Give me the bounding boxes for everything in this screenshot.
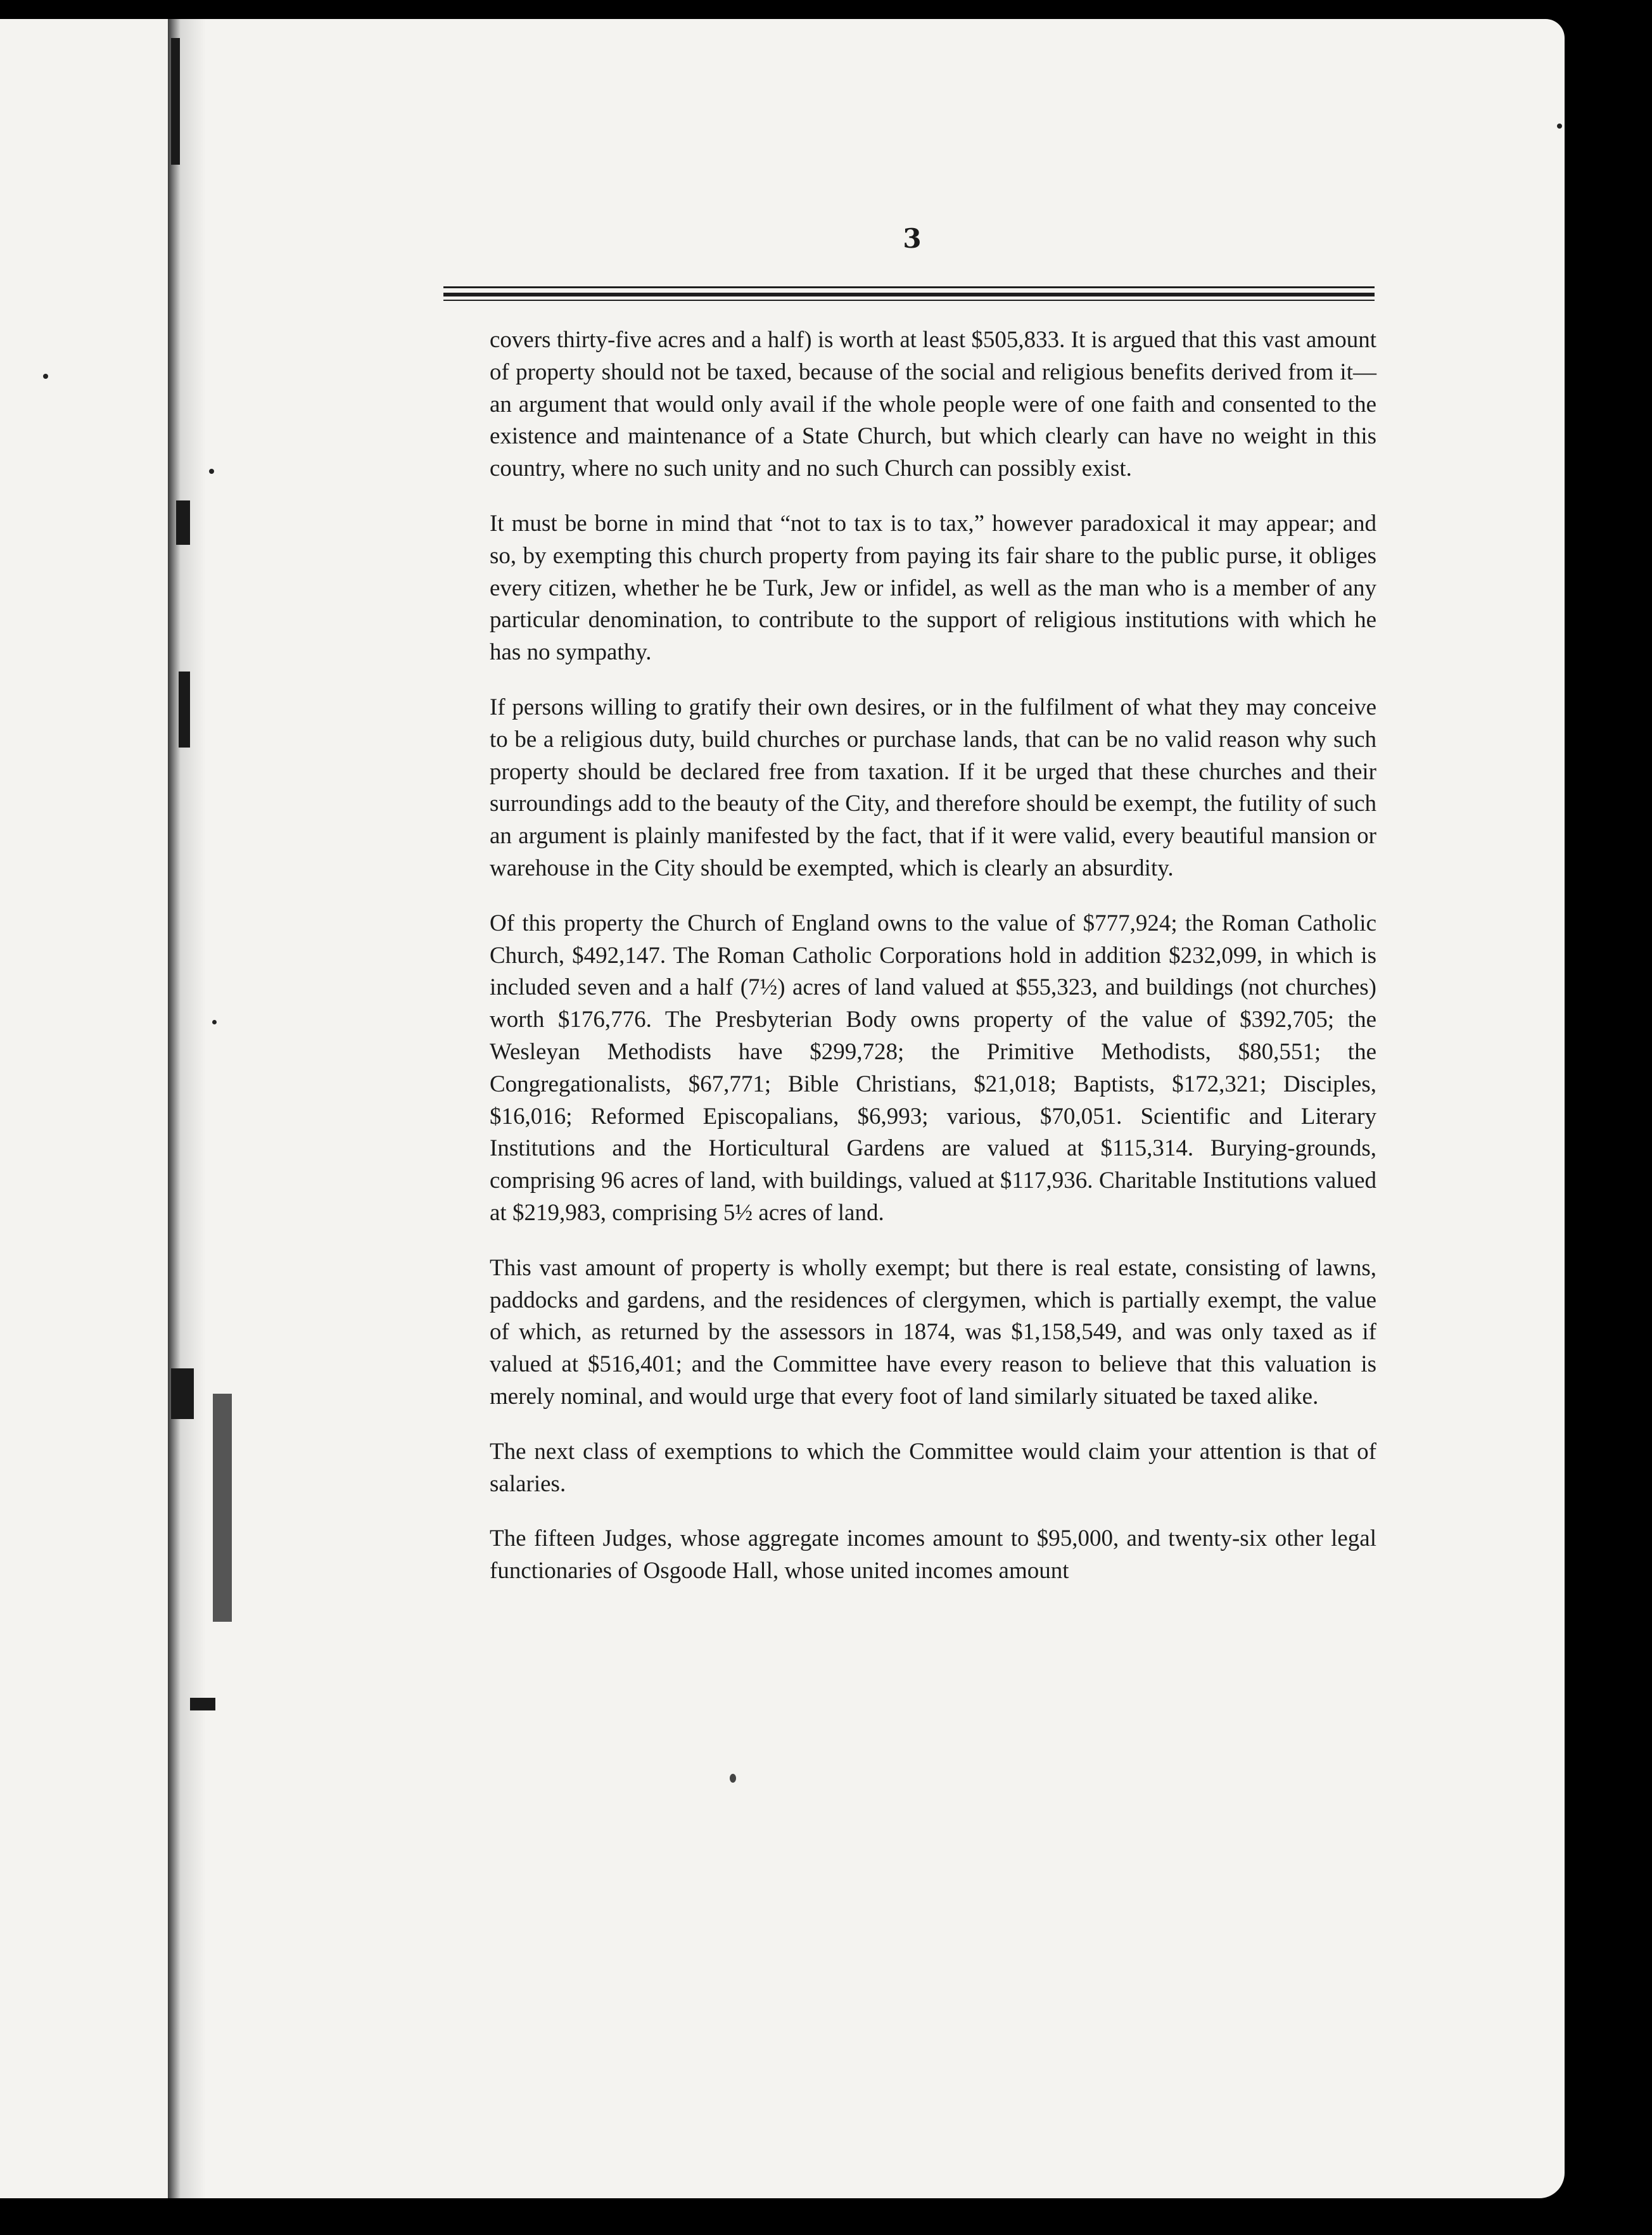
gutter-shadow — [171, 38, 180, 165]
page-number: 3 — [903, 223, 922, 254]
gutter-shadow — [179, 672, 190, 748]
paragraph: It must be borne in mind that “not to tax is to tax,” however paradoxical it may appear; and so, by exempting this church property from paying its fair share to the public purse, it obliges every citizen, whether he be Turk, Jew or infidel, as well as the man who is a member of any particular denomination, to contribute to the support of religious institutions with which he has no sympathy. — [490, 510, 1376, 666]
scan-speck — [730, 1774, 736, 1783]
binding-gutter — [168, 19, 206, 2198]
scan-speck — [43, 374, 48, 379]
gutter-shadow — [176, 500, 190, 545]
gutter-shadow — [171, 1368, 194, 1419]
scan-speck — [212, 1020, 217, 1024]
paragraph: This vast amount of property is wholly exempt; but there is real estate, consisting of lawns, paddocks and gardens, and the residences of clergymen, which is partially exempt, the value of which, as returned by the assessors in 1874, was $1,158,549, and was only taxed as if valued at $516,401; and the Committee have every reason to believe that this valuation is merely nominal, and would urge that every foot of land similarly situated be taxed alike. — [490, 1254, 1376, 1410]
paragraph: covers thirty-five acres and a half) is worth at least $505,833. It is argued that this vast amount of property should not be taxed, because of the social and religious benefits derived from it—an argument that would only avail if the whole people were of one faith and consented to the existence and maintenance of a State Church, but which clearly can have no weight in this country, where no such unity and no such Church can possibly exist. — [490, 327, 1376, 482]
scan-speck — [1557, 124, 1562, 129]
header-rule — [443, 293, 1375, 296]
paragraph: The fifteen Judges, whose aggregate incomes amount to $95,000, and twenty-six other legal functionaries of Osgoode Hall, whose united incomes amount — [490, 1525, 1376, 1584]
header-rule — [443, 300, 1375, 301]
scan-speck — [209, 469, 214, 474]
paragraph: Of this property the Church of England owns to the value of $777,924; the Roman Catholic Church, $492,147. The Roman Catholic Corporations hold in addition $232,099, in which is included seven and a half (7½) acres of land valued at $55,323, and buildings (not churches) worth $176,776. The Presbyterian Body owns property of the value of $392,705; the Wesleyan Methodists have $299,728; the Primitive Methodists, $80,551; the Congregationalists, $67,771; Bible Christians, $21,018; Baptists, $172,321; Disciples, $16,016; Reformed Episcopalians, $6,993; various, $70,051. Scientific and Literary Institutions and the Horticultural Gardens are valued at $115,314. Burying-grounds, comprising 96 acres of land, with buildings, valued at $117,936. Charitable Institutions valued at $219,983, comprising 5½ acres of land. — [490, 910, 1376, 1226]
paragraph: If persons willing to gratify their own desires, or in the fulfilment of what they may conceive to be a religious duty, build churches or purchase lands, that can be no valid reason why such property should be declared free from taxation. If it be urged that these churches and their surroundings add to the beauty of the City, and therefore should be exempt, the futility of such an argument is plainly manifested by the fact, that if it were valid, every beautiful mansion or warehouse in the City should be exempted, which is clearly an absurdity. — [490, 694, 1376, 881]
body-text — [490, 324, 1376, 1610]
gutter-shadow — [213, 1394, 232, 1622]
paragraph: The next class of exemptions to which the Committee would claim your attention is that of salaries. — [490, 1438, 1376, 1497]
gutter-shadow — [190, 1698, 215, 1710]
header-rule — [443, 286, 1375, 288]
